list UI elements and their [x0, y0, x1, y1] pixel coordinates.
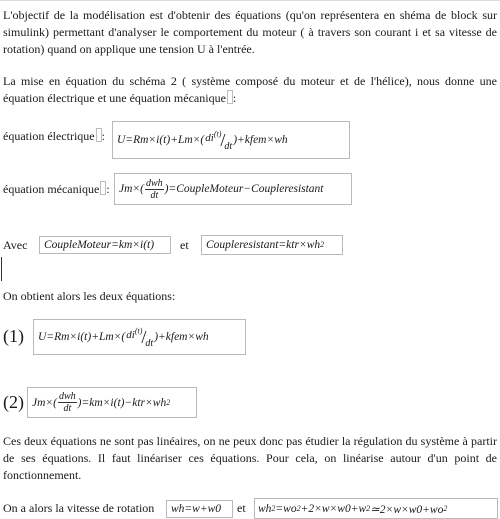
meca-eq-pre: Jm×( [119, 183, 144, 195]
elec-eq-di-t: $di^{(t)}$ [205, 129, 222, 144]
avec-label: Avec [3, 238, 28, 252]
eq1-post: )+kfem×wh [154, 331, 209, 343]
eq2-post: )=km×i(t)−ktr×wh [77, 396, 167, 409]
elec-label: équation électrique [3, 129, 95, 143]
meca-label-line [3, 181, 110, 198]
meca-equation[interactable] [114, 173, 352, 205]
elec-eq-post: )+kfem×wh [233, 134, 288, 146]
nonlinear-paragraph: Ces deux équations ne sont pas linéaires, on ne peux donc pas étudier la régulation du système à partir de ses équations. Il faut linéariser ces équations. Pour cela, on linéarise autour d'un point de fonctionnement. [3, 434, 497, 482]
meca-eq-post: )=CoupleMoteur−Coupleresistant [164, 183, 324, 195]
obtient-line: On obtient alors les deux équations: [3, 289, 176, 303]
meca-eq-numerator: dwh [146, 177, 163, 189]
elec-equation[interactable] [112, 121, 350, 159]
eq2-pre: Jm×( [32, 396, 57, 409]
intro-paragraph: L'objectif de la modélisation est d'obtenir des équations (qu'on représentera en shéma de block sur simulink) permettant d'analyser le comportement du moteur ( à travers son courant i et sa vitesse de rotation) quand on applique une tension U à l'entrée. [3, 8, 497, 56]
eq1-derivative [126, 326, 154, 349]
couple-resistant-equation[interactable]: Coupleresistant=ktr×wh 2 [201, 235, 343, 255]
elec-colon: : [101, 129, 105, 143]
eq2-numerator: dwh [59, 391, 76, 402]
elec-eq-derivative [205, 129, 233, 152]
vitesse-label: On a alors la vitesse de rotation [3, 501, 155, 515]
meca-eq-denominator: dt [150, 189, 159, 201]
couple-moteur-equation[interactable]: CoupleMoteur=km×i(t) [39, 236, 171, 254]
wh2-p2: =wo [275, 502, 297, 515]
et2-label: et [237, 501, 246, 515]
eq1-pre: U=Rm×i(t)+Lm×( [38, 331, 126, 343]
schema-colon: : [232, 91, 237, 105]
wh2-p3: +2×w×w0+w [300, 502, 367, 515]
eq1-di-t: $di^{(t)}$ [126, 326, 143, 341]
eq2-denominator: dt [63, 403, 72, 414]
elec-label-line [3, 128, 105, 145]
schema-text: La mise en équation du schéma 2 ( système composé du moteur et de l'hélice), nous donne une équation électrique et une équation mécanique [3, 74, 497, 105]
meca-eq-fraction [145, 178, 164, 201]
schema-paragraph [3, 73, 497, 107]
meca-colon: : [106, 182, 110, 196]
wh2-p1: wh [258, 502, 272, 515]
couple-resistant-base: Coupleresistant=ktr×wh [206, 239, 321, 251]
fraction-slash: / [141, 327, 147, 347]
equation-2[interactable]: Jm×( $\frac{\text{dwh}}{dt}$ )=km×i(t)−ktr×wh 2 [27, 387, 197, 418]
elec-eq-pre: U=Rm×i(t)+Lm×( [117, 134, 205, 146]
meca-label: équation mécanique [3, 182, 100, 196]
eq1-number: (1) [3, 326, 24, 346]
wh-squared-equation[interactable]: wh 2 =wo 2 +2×w×w0+w 2 ≃2×w×w0+wo 2 [254, 498, 498, 519]
fraction-slash: / [220, 130, 226, 150]
elec-eq-dt: dt [224, 141, 233, 152]
paragraph-bar [1, 257, 2, 281]
equation-1[interactable] [33, 319, 246, 355]
eq1-dt: dt [145, 338, 154, 349]
et-label: et [180, 238, 189, 252]
wh2-p4: ≃2×w×w0+wo [370, 503, 444, 516]
eq2-fraction [58, 391, 77, 414]
eq2-number: (2) [3, 392, 24, 412]
vitesse-equation[interactable]: wh=w+w0 [166, 500, 233, 518]
